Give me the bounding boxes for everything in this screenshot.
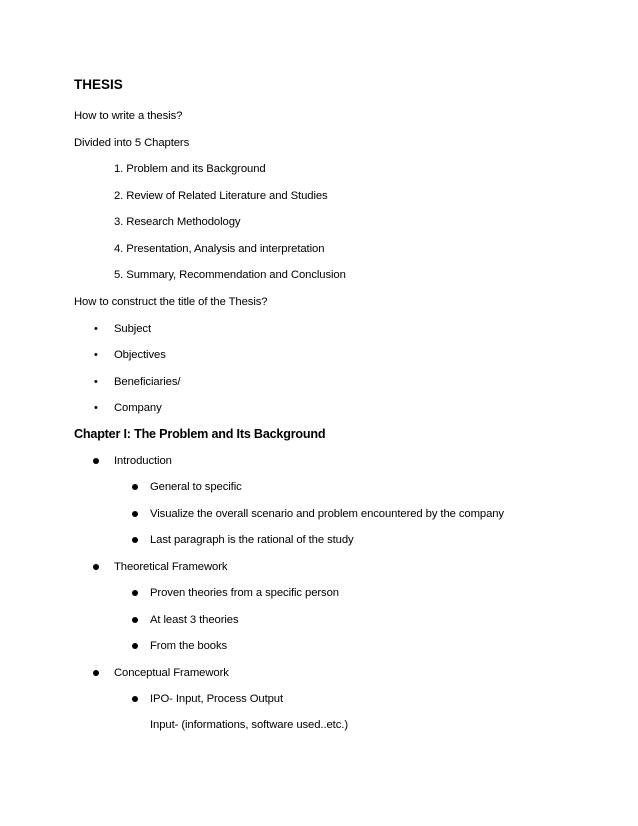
- bullet-icon: •: [94, 323, 98, 335]
- bullet-icon: •: [94, 349, 98, 361]
- intro-question: How to write a thesis?: [74, 110, 183, 122]
- chapter-item: 4. Presentation, Analysis and interpretation: [114, 243, 325, 255]
- bullet-icon: [132, 617, 138, 623]
- bullet-icon: [132, 511, 138, 517]
- section-sub-item: IPO- Input, Process Output: [150, 693, 284, 705]
- bullet-icon: [93, 458, 99, 464]
- bullet-icon: [132, 696, 138, 702]
- bullet-icon: [132, 537, 138, 543]
- bullet-icon: •: [94, 376, 98, 388]
- title-part-item: Beneficiaries/: [114, 376, 181, 388]
- section-sub-item: Visualize the overall scenario and problem encountered by the company: [150, 508, 504, 520]
- bullet-icon: [132, 590, 138, 596]
- bullet-icon: •: [94, 402, 98, 414]
- bullet-icon: [93, 564, 99, 570]
- title-part-item: Objectives: [114, 349, 166, 361]
- section-label: Introduction: [114, 455, 172, 467]
- chapter-item: 5. Summary, Recommendation and Conclusion: [114, 269, 346, 281]
- section-label: Theoretical Framework: [114, 561, 228, 573]
- ipo-note: Input- (informations, software used..etc.): [150, 719, 348, 731]
- document-title: THESIS: [74, 77, 123, 92]
- chapter-item: 3. Research Methodology: [114, 216, 241, 228]
- chapter-item: 1. Problem and its Background: [114, 163, 266, 175]
- section-sub-item: Proven theories from a specific person: [150, 587, 339, 599]
- chapter1-heading: Chapter I: The Problem and Its Background: [74, 427, 326, 441]
- section-sub-item: From the books: [150, 640, 228, 652]
- bullet-icon: [132, 484, 138, 490]
- chapter-item: 2. Review of Related Literature and Studies: [114, 190, 328, 202]
- bullet-icon: [93, 670, 99, 676]
- section-sub-item: General to specific: [150, 481, 242, 493]
- section-sub-item: At least 3 theories: [150, 614, 239, 626]
- title-part-item: Company: [114, 402, 162, 414]
- bullet-icon: [132, 643, 138, 649]
- section-label: Conceptual Framework: [114, 667, 229, 679]
- title-question: How to construct the title of the Thesis?: [74, 296, 268, 308]
- section-sub-item: Last paragraph is the rational of the study: [150, 534, 354, 546]
- chapters-intro: Divided into 5 Chapters: [74, 137, 190, 149]
- title-part-item: Subject: [114, 323, 151, 335]
